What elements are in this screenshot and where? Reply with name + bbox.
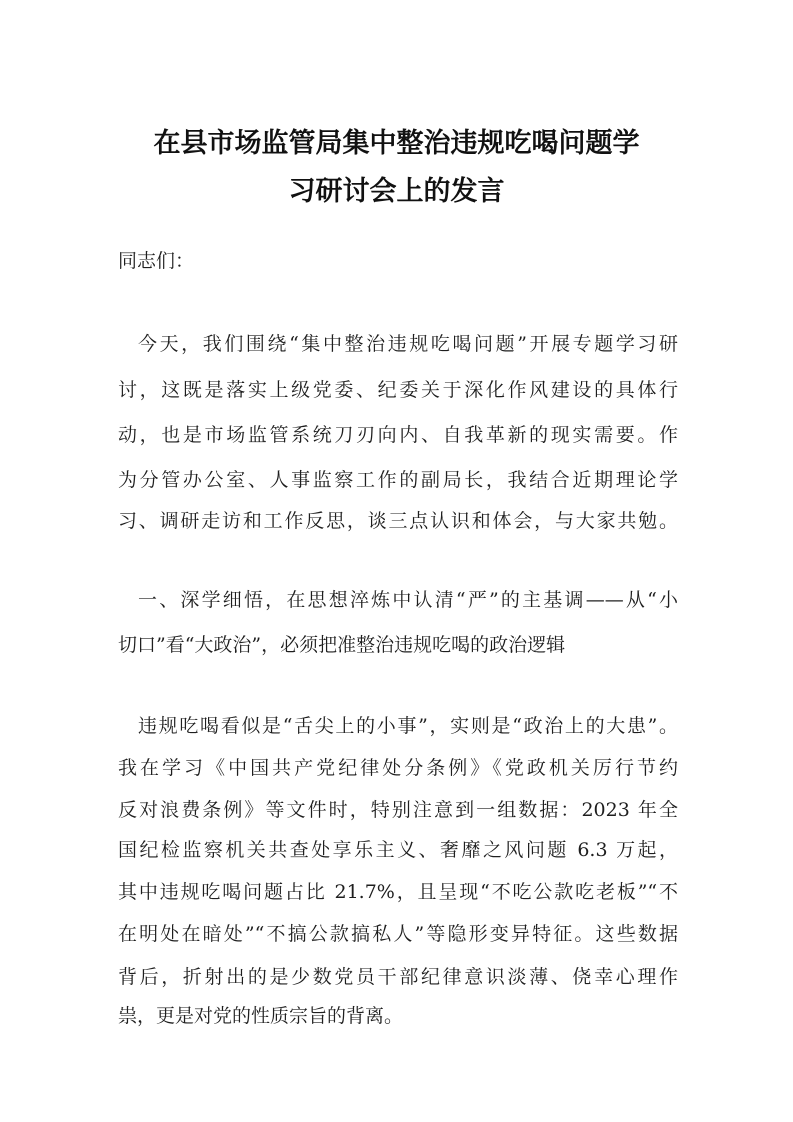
paragraph-3-line: 国纪检监察机关共查处享乐主义、奢靡之风问题 6.3 万起， <box>118 839 678 861</box>
paragraph-3-line: 在明处在暗处”“不搞公款搞私人”等隐形变异特征。这些数据 <box>118 923 678 945</box>
paragraph-3-line: 违规吃喝看似是“舌尖上的小事”，实则是“政治上的大患”。 <box>138 715 678 737</box>
section-heading-line: 一、深学细悟，在思想淬炼中认清“严”的主基调——从“小 <box>138 589 678 611</box>
document-title-line-2: 习研讨会上的发言 <box>288 176 505 207</box>
paragraph-3-line: 反对浪费条例》等文件时，特别注意到一组数据：2023 年全 <box>118 799 678 821</box>
paragraph-1-line: 今天，我们围绕“集中整治违规吃喝问题”开展专题学习研 <box>138 333 678 355</box>
paragraph-3-line: 背后，折射出的是少数党员干部纪律意识淡薄、侥幸心理作 <box>118 966 678 988</box>
paragraph-3-line: 其中违规吃喝问题占比 21.7%，且呈现“不吃公款吃老板”“不 <box>118 881 678 903</box>
document-title-line-1: 在县市场监管局集中整治违规吃喝问题学 <box>153 128 640 159</box>
salutation: 同志们： <box>118 250 195 272</box>
section-heading-line: 切口”看“大政治”，必须把准整治违规吃喝的政治逻辑 <box>118 634 566 656</box>
paragraph-1-line: 动，也是市场监管系统刀刃向内、自我革新的现实需要。作 <box>118 424 678 446</box>
paragraph-3-line: 我在学习《中国共产党纪律处分条例》《党政机关厉行节约 <box>118 757 678 779</box>
paragraph-3-line: 祟，更是对党的性质宗旨的背离。 <box>118 1005 404 1027</box>
paragraph-1-line: 习、调研走访和工作反思，谈三点认识和体会，与大家共勉。 <box>118 510 678 532</box>
paragraph-1-line: 为分管办公室、人事监察工作的副局长，我结合近期理论学 <box>118 469 678 491</box>
paragraph-1-line: 讨，这既是落实上级党委、纪委关于深化作风建设的具体行 <box>118 379 678 401</box>
